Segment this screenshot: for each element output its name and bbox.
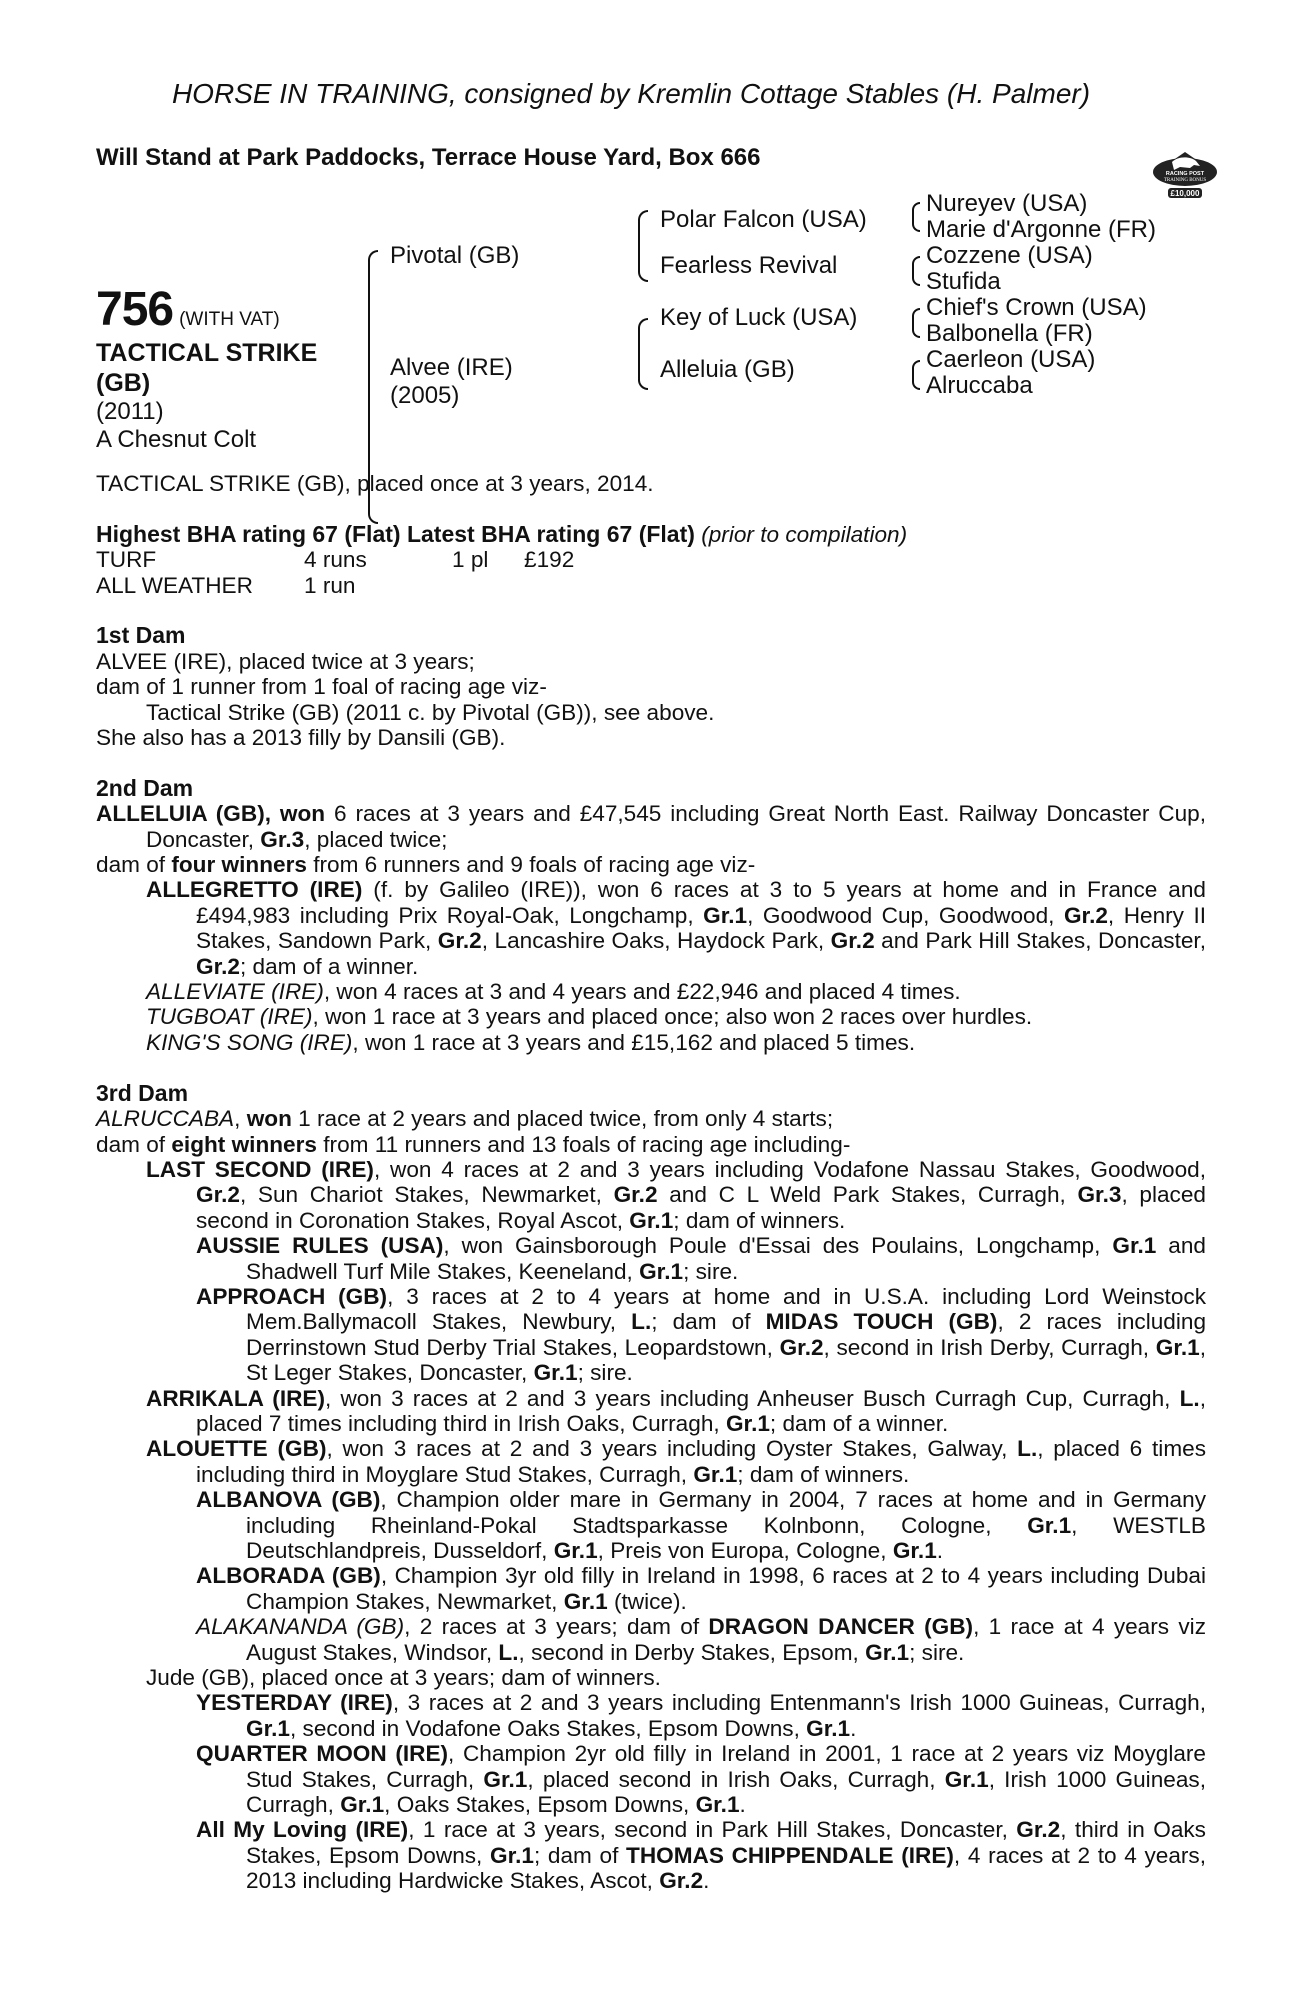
horse-description: A Chesnut Colt (96, 426, 257, 453)
produce-name: ALLEGRETTO (IRE) (146, 877, 363, 903)
third-dam-entry (96, 1106, 1206, 1131)
produce-name: All My Loving (IRE) (196, 1817, 409, 1843)
entry-text: , Preis von Europa, Cologne, (597, 1538, 893, 1563)
dam-name: Alvee (IRE) (390, 354, 513, 381)
produce-name: QUARTER MOON (IRE) (196, 1741, 449, 1767)
produce-entry (96, 1386, 1206, 1437)
sire-sire-name: Polar Falcon (USA) (660, 206, 867, 233)
entry-text: 6 races at 3 years and £47,545 including Great North East. Railway Doncaster Cup, Doncaster, (146, 801, 1206, 852)
won-text: won (246, 1106, 292, 1132)
grade: Gr.2 (659, 1868, 704, 1894)
record-surface: TURF (96, 547, 157, 573)
produce-entry (96, 1487, 1206, 1563)
horse-year: (2011) (96, 398, 164, 425)
grade: Gr.1 (892, 1538, 937, 1563)
produce-name: ALAKANANDA (GB) (196, 1614, 405, 1640)
entry-text: ; dam of winners. (673, 1207, 846, 1233)
produce-name: ALLEVIATE (IRE) (146, 979, 324, 1005)
ds-sire-name: Chief's Crown (USA) (926, 294, 1147, 321)
winner-count: four winners (171, 852, 307, 878)
sd-sire-name: Cozzene (USA) (926, 242, 1093, 269)
entry-text: , placed 6 times including third in Moyglare Stud Stakes, Curragh, (196, 1436, 1207, 1487)
entry-text: , won 3 races at 2 and 3 years including Anheuser Busch Curragh Cup, Curragh, (325, 1385, 1180, 1411)
entry-text: , 2 races including Derrinstown Stud Derby Trial Stakes, Leopardstown, (246, 1309, 1207, 1360)
entry-text: ; dam of winners. (737, 1461, 910, 1487)
grade: Gr.2 (779, 1334, 824, 1360)
record-prize: £192 (524, 547, 575, 573)
grade: Gr.1 (944, 1766, 989, 1792)
entry-text: . (703, 1868, 710, 1894)
entry-text: (f. by Galileo (IRE)), won 6 races at 3 to 5 years at home and in France and £494,983 including Prix Royal-Oak, Longchamp, (196, 877, 1206, 928)
entry-text: ; sire. (683, 1258, 739, 1284)
produce-name: LAST SECOND (IRE) (146, 1156, 374, 1182)
produce-entry (96, 1284, 1206, 1386)
entry-text: , (234, 1106, 247, 1132)
second-dam-entry: ALLELUIA (GB), won 6 races at 3 years and £47,545 including Great North East. Railway Doncaster Cup, Doncaster, Gr.3, placed twice; (96, 801, 1206, 852)
second-dam-heading: 2nd Dam (96, 774, 194, 801)
entry-text: , 1 race at 3 years, second in Park Hill Stakes, Doncaster, (408, 1817, 1017, 1843)
entry-text: , WESTLB Deutschlandpreis, Dusseldorf, (246, 1512, 1206, 1563)
grade: Gr.1 (246, 1715, 290, 1741)
grade: Gr.2 (830, 928, 875, 954)
grade: Gr.2 (437, 928, 482, 954)
badge-mid-text: TRAINING BONUS (1163, 178, 1207, 183)
entry-text: , Sun Chariot Stakes, Newmarket, (239, 1182, 614, 1208)
produce-entry (96, 979, 1206, 1004)
badge-top-text: RACING POST (1165, 171, 1205, 177)
entry-text: , second in Irish Derby, Curragh, (823, 1334, 1156, 1360)
lot-vat: (WITH VAT) (179, 309, 280, 330)
entry-text: , third in Oaks Stakes, Epsom Downs, (246, 1817, 1206, 1868)
ds-dam-name: Balbonella (FR) (926, 320, 1093, 347)
entry-text: , won 4 races at 3 and 4 years and £22,946 and placed 4 times. (323, 979, 961, 1005)
second-dam-name: ALLELUIA (GB) (96, 801, 265, 827)
winner-count: eight winners (171, 1131, 317, 1157)
entry-text: ; dam of (533, 1842, 627, 1868)
produce-entry (96, 1614, 1206, 1665)
brace-sire (638, 210, 648, 282)
brace-dd (912, 360, 920, 390)
record-all-weather (96, 573, 1206, 598)
produce-name: YESTERDAY (IRE) (196, 1690, 393, 1716)
entry-text: , won 3 races at 2 and 3 years including Oyster Stakes, Galway, (326, 1436, 1018, 1462)
entry-text: , Champion 3yr old filly in Ireland in 1998, 6 races at 2 to 4 years including Dubai Champion Stakes, Newmarket, (246, 1563, 1206, 1614)
entry-text: , second in Vodafone Oaks Stakes, Epsom Downs, (289, 1715, 807, 1741)
grade: Gr.1 (725, 1410, 770, 1436)
grade: L. (631, 1309, 652, 1335)
grade: Gr.3 (260, 826, 305, 852)
entry-text: . (936, 1538, 944, 1563)
catalogue-body (96, 471, 1206, 1894)
grade: L. (1017, 1436, 1038, 1462)
produce-name: MIDAS TOUCH (GB) (765, 1309, 998, 1335)
first-dam-heading: 1st Dam (96, 622, 186, 649)
produce-name: DRAGON DANCER (GB) (708, 1614, 974, 1640)
record-placed: 1 pl (452, 547, 489, 573)
first-dam-line: ALVEE (IRE), placed twice at 3 years; (96, 648, 475, 674)
rating-line (96, 522, 1206, 547)
produce-name: TUGBOAT (IRE) (146, 1004, 313, 1030)
produce-name: ARRIKALA (IRE) (146, 1385, 326, 1411)
entry-text: , won 1 race at 3 years and £15,162 and placed 5 times. (352, 1029, 916, 1055)
grade: L. (1179, 1385, 1200, 1411)
grade: Gr.1 (703, 902, 748, 928)
produce-entry (96, 1030, 1206, 1055)
grade: Gr.1 (483, 1766, 528, 1792)
entry-text: , Oaks Stakes, Epsom Downs, (384, 1792, 696, 1818)
entry-text: . (850, 1715, 857, 1741)
dam-sire-name: Key of Luck (USA) (660, 304, 858, 331)
third-dam-produce (96, 1132, 1206, 1157)
badge-amount-text: £10,000 (1170, 189, 1200, 198)
first-dam-line: Tactical Strike (GB) (2011 c. by Pivotal (GB)), see above. (146, 699, 715, 725)
produce-entry (96, 1157, 1206, 1233)
grade: Gr.3 (1077, 1182, 1122, 1208)
grade: Gr.1 (563, 1588, 608, 1614)
grade: Gr.2 (613, 1182, 658, 1208)
entry-text: , Champion 2yr old filly in Ireland in 2001, 1 race at 2 years viz Moyglare Stud Stakes, Curragh, (246, 1741, 1206, 1792)
ss-dam-name: Marie d'Argonne (FR) (926, 216, 1156, 243)
produce-entry (96, 1233, 1206, 1284)
entry-text: , Henry II Stakes, Sandown Park, (196, 902, 1207, 954)
ss-sire-name: Nureyev (USA) (926, 190, 1088, 217)
rating-text: Highest BHA rating 67 (Flat) Latest BHA rating 67 (Flat) (96, 520, 695, 547)
grade: Gr.1 (639, 1258, 684, 1284)
grade: Gr.1 (553, 1538, 598, 1563)
produce-entry: Jude (GB), placed once at 3 years; dam of winners. (146, 1665, 661, 1691)
dd-sire-name: Caerleon (USA) (926, 346, 1096, 373)
entry-text: , placed second in Coronation Stakes, Royal Ascot, (196, 1182, 1206, 1233)
produce-entry (96, 1817, 1206, 1893)
entry-text: , placed second in Irish Oaks, Curragh, (527, 1766, 945, 1792)
grade: Gr.1 (490, 1842, 534, 1868)
produce-entry (96, 1563, 1206, 1614)
race-summary: TACTICAL STRIKE (GB), placed once at 3 years, 2014. (96, 471, 654, 496)
horse-name-line2: (GB) (96, 369, 151, 397)
produce-name: APPROACH (GB) (196, 1283, 388, 1309)
produce-entry (96, 1004, 1206, 1029)
catalogue-page (96, 78, 1207, 1894)
produce-name: KING'S SONG (IRE) (146, 1029, 353, 1055)
grade: Gr.2 (196, 953, 240, 979)
sire-name: Pivotal (GB) (390, 242, 520, 269)
produce-name: ALBANOVA (GB) (196, 1487, 381, 1513)
stand-location: Will Stand at Park Paddocks, Terrace House Yard, Box 666 (96, 144, 761, 171)
entry-text: ; dam of a winner. (769, 1410, 949, 1436)
second-dam-produce (96, 852, 1206, 877)
produce-entry (96, 877, 1206, 979)
first-dam-line: She also has a 2013 filly by Dansili (GB). (96, 725, 506, 751)
dd-dam-name: Alruccaba (926, 372, 1033, 399)
sd-dam-name: Stufida (926, 268, 1001, 295)
record-runs: 1 run (304, 572, 356, 598)
dam-year: (2005) (390, 382, 460, 409)
grade: Gr.1 (629, 1207, 674, 1233)
grade: Gr.1 (340, 1792, 385, 1818)
entry-text: ; dam of (651, 1309, 766, 1335)
entry-text: , 3 races at 2 to 4 years at home and in U.S.A. including Lord Weinstock Mem.Ballymacoll Stakes, Newbury, (246, 1283, 1206, 1335)
third-dam-heading: 3rd Dam (96, 1079, 189, 1106)
entry-text: , Irish 1000 Guineas, Curragh, (246, 1766, 1206, 1818)
rating-note: (prior to compilation) (701, 521, 908, 547)
produce-name: AUSSIE RULES (USA) (196, 1233, 444, 1259)
entry-text: ; sire. (909, 1639, 965, 1665)
won-text: won (279, 801, 326, 827)
entry-text: , 2 races at 3 years; dam of (404, 1614, 709, 1640)
grade: Gr.2 (1016, 1817, 1061, 1843)
lot-number-line (96, 282, 280, 337)
entry-text: , won 4 races at 2 and 3 years including Vodafone Nassau Stakes, Goodwood, (373, 1156, 1206, 1182)
brace-ss (912, 202, 920, 232)
entry-text: and C L Weld Park Stakes, Curragh, (657, 1182, 1078, 1208)
entry-text: from 6 runners and 9 foals of racing age viz- (306, 852, 756, 878)
entry-text: , Lancashire Oaks, Haydock Park, (481, 928, 831, 954)
entry-text: , placed 7 times including third in Irish Oaks, Curragh, (196, 1385, 1206, 1436)
horse-name-line1: TACTICAL STRIKE (96, 339, 318, 367)
entry-text: from 11 runners and 13 foals of racing age including- (316, 1131, 851, 1157)
consignor-heading: HORSE IN TRAINING, consigned by Kremlin Cottage Stables (H. Palmer) (171, 78, 1091, 109)
entry-text: ; dam of a winner. (239, 953, 419, 979)
dam-dam-name: Alleluia (GB) (660, 356, 795, 383)
entry-text: . (739, 1792, 746, 1818)
entry-text: and Shadwell Turf Mile Stakes, Keeneland, (246, 1233, 1207, 1284)
brace-sd (912, 256, 920, 286)
grade: Gr.2 (196, 1182, 240, 1208)
record-runs: 4 runs (304, 547, 367, 573)
grade: Gr.1 (1155, 1334, 1200, 1360)
entry-text: , second in Derby Stakes, Epsom, (518, 1639, 866, 1665)
sire-dam-name: Fearless Revival (660, 252, 838, 279)
first-dam-line: dam of 1 runner from 1 foal of racing age viz- (96, 674, 547, 700)
record-surface: ALL WEATHER (96, 572, 253, 598)
grade: Gr.1 (533, 1360, 578, 1386)
entry-text: , Goodwood Cup, Goodwood, (747, 902, 1064, 928)
entry-text: , Champion older mare in Germany in 2004, 7 races at home and in Germany including Rheinland-Pokal Stadtsparkasse Kolnbonn, Cologne, (246, 1487, 1206, 1538)
entry-text: , won Gainsborough Poule d'Essai des Poulains, Longchamp, (443, 1233, 1113, 1259)
grade: Gr.2 (1063, 902, 1108, 928)
entry-text: ; sire. (577, 1360, 633, 1386)
entry-text: 1 race at 2 years and placed twice, from only 4 starts; (291, 1106, 834, 1132)
entry-text: , 4 races at 2 to 4 years, 2013 including Hardwicke Stakes, Ascot, (246, 1842, 1206, 1894)
produce-name: ALOUETTE (GB) (146, 1436, 327, 1462)
grade: Gr.1 (806, 1715, 851, 1741)
entry-text: , 1 race at 4 years viz August Stakes, Windsor, (246, 1614, 1206, 1665)
produce-name: ALBORADA (GB) (196, 1563, 381, 1589)
horse-name (96, 338, 376, 398)
grade: Gr.1 (1112, 1233, 1157, 1259)
entry-text: , 3 races at 2 and 3 years including Entenmann's Irish 1000 Guineas, Curragh, (392, 1690, 1206, 1716)
grade: Gr.1 (1027, 1512, 1072, 1538)
produce-entry (96, 1741, 1206, 1817)
brace-ds (912, 308, 920, 338)
entry-text: , St Leger Stakes, Doncaster, (246, 1334, 1207, 1386)
grade: Gr.1 (693, 1461, 738, 1487)
grade: Gr.1 (865, 1639, 910, 1665)
grade: Gr.1 (695, 1792, 740, 1818)
record-turf (96, 547, 1206, 572)
entry-text: , placed twice; (304, 826, 448, 852)
produce-entry (96, 1436, 1206, 1487)
entry-text: dam of (96, 1131, 172, 1157)
produce-entry (96, 1690, 1206, 1741)
entry-text: (twice). (607, 1588, 687, 1614)
brace-dam (638, 318, 648, 390)
entry-text: dam of (96, 852, 172, 878)
third-dam-name: ALRUCCABA (96, 1106, 235, 1132)
lot-number: 756 (96, 283, 174, 336)
grade: L. (498, 1639, 519, 1665)
produce-name: THOMAS CHIPPENDALE (IRE) (626, 1842, 954, 1868)
entry-text: , won 1 race at 3 years and placed once; also won 2 races over hurdles. (312, 1004, 1033, 1030)
entry-text: and Park Hill Stakes, Doncaster, (874, 928, 1206, 954)
